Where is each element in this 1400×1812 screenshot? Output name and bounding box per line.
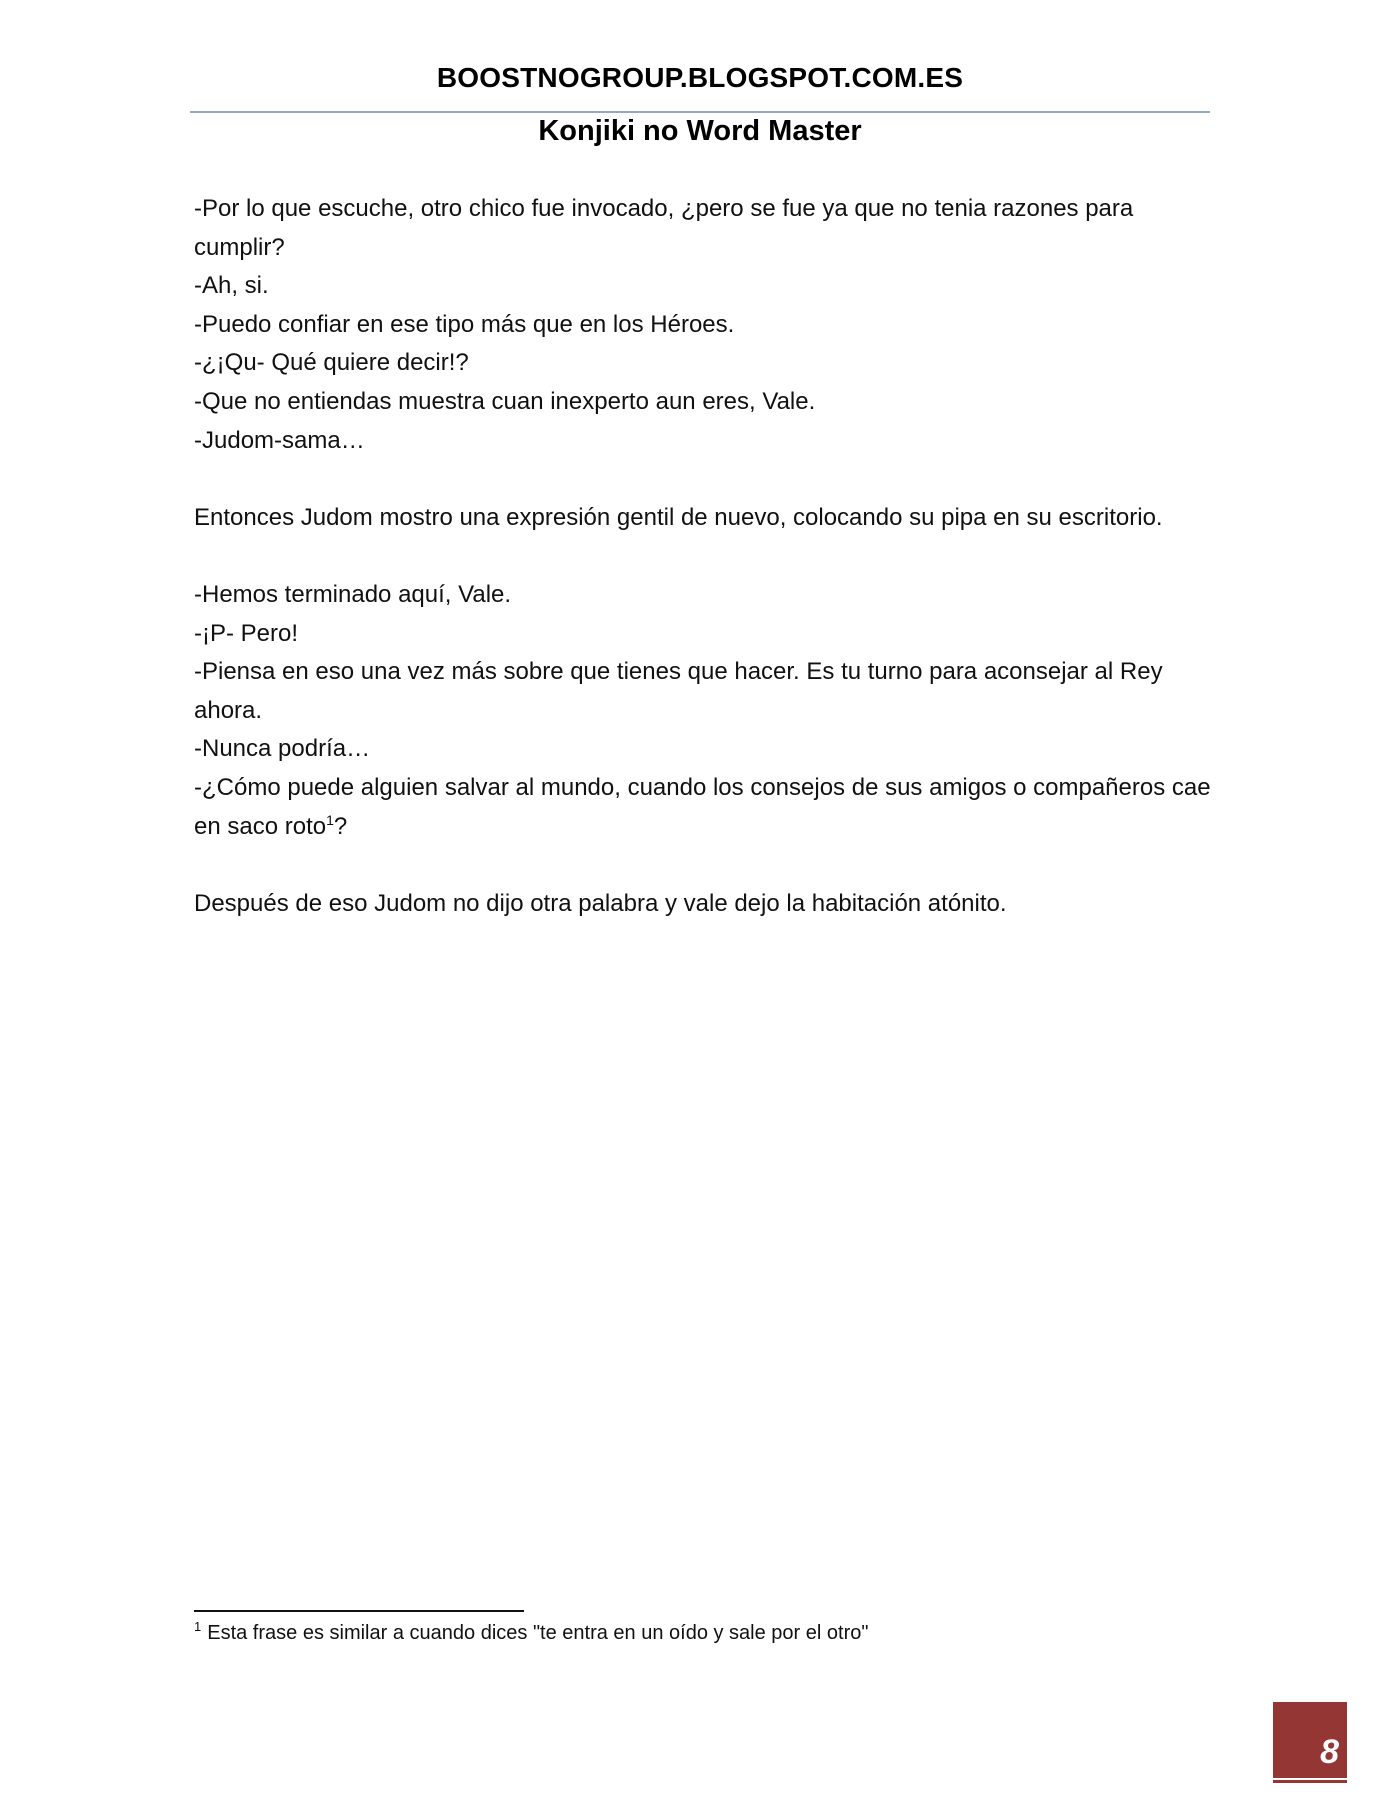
paragraph: -¿¡Qu- Qué quiere decir!? [194,349,469,377]
site-header: BOOSTNOGROUP.BLOGSPOT.COM.ES [436,62,964,93]
body-text [194,190,1214,923]
paragraph-text: -¿Cómo puede alguien salvar al mundo, cuando los consejos de sus amigos o compañeros cae en saco roto [194,773,1211,840]
page-number-underline [1273,1780,1347,1783]
footnote-divider [194,1610,524,1612]
page-number: 8 [1320,1733,1339,1771]
paragraph: -Hemos terminado aquí, Vale. [194,580,512,608]
paragraph: -Nunca podría… [194,735,371,763]
footnote-text: Esta frase es similar a cuando dices "te entra en un oído y sale por el otro" [207,1622,869,1644]
paragraph-with-footnote [194,769,1214,846]
paragraph: -Puedo confiar en ese tipo más que en los Héroes. [194,310,735,338]
paragraph: Entonces Judom mostro una expresión gentil de nuevo, colocando su pipa en su escritorio. [194,503,1163,531]
document-title: Konjiki no Word Master [538,115,862,147]
footnote-reference[interactable]: 1 [326,811,334,828]
paragraph: Después de eso Judom no dijo otra palabra y vale dejo la habitación atónito. [194,889,1007,917]
paragraph-gap [194,460,1214,499]
page-number-badge [1273,1702,1347,1778]
paragraph: -Que no entiendas muestra cuan inexperto aun eres, Vale. [194,387,816,415]
paragraph: -¡P- Pero! [194,619,299,647]
paragraph-gap [194,537,1214,576]
footnote-number: 1 [194,1619,202,1635]
header-divider [190,111,1210,113]
paragraph: -Judom-sama… [194,426,365,454]
paragraph: -Ah, si. [194,272,269,300]
paragraph: -Por lo que escuche, otro chico fue invocado, ¿pero se fue ya que no tenia razones para cumplir? [194,195,1134,261]
paragraph-gap [194,846,1214,885]
paragraph-text-end: ? [333,812,348,840]
footnote [194,1619,1194,1645]
paragraph: -Piensa en eso una vez más sobre que tienes que hacer. Es tu turno para aconsejar al Rey ahora. [194,658,1163,724]
